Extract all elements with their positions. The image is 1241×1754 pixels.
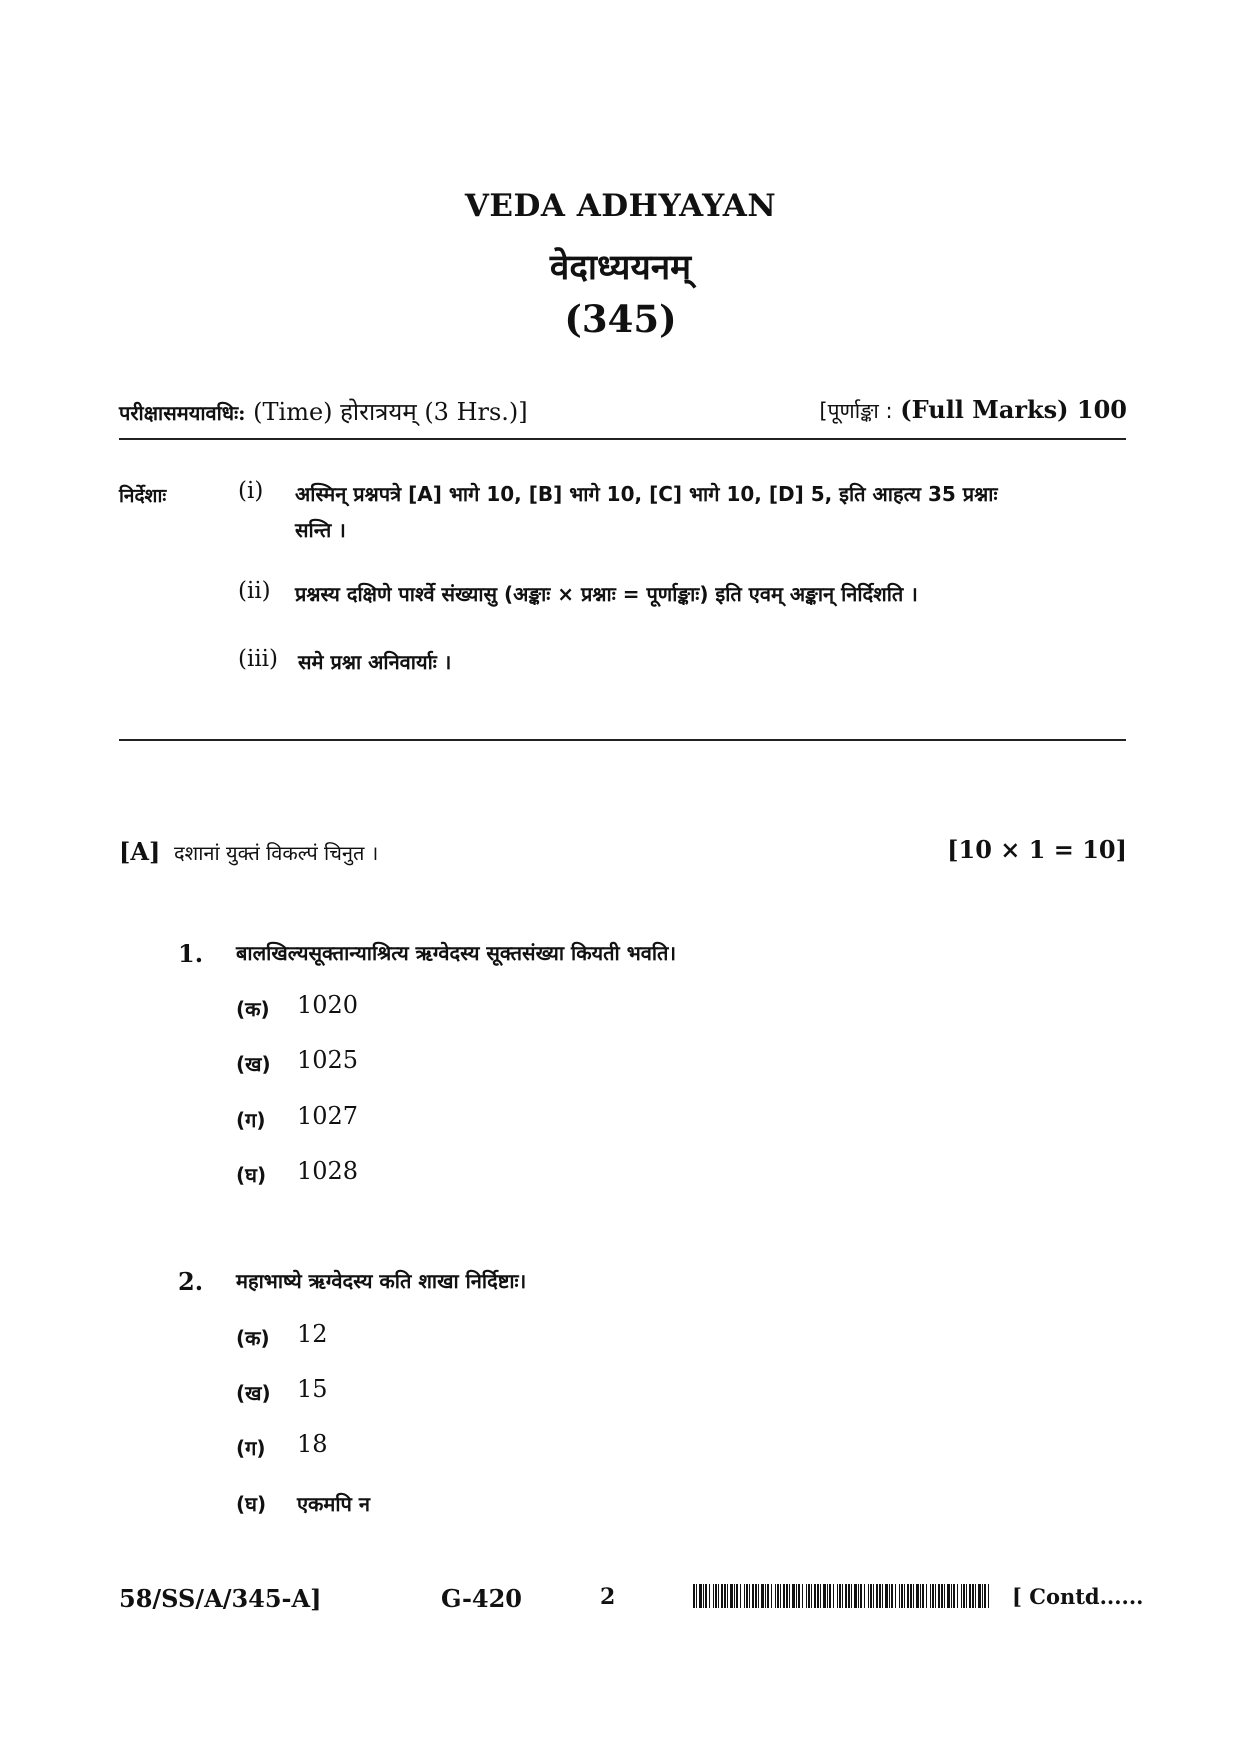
option-label: (ग) <box>236 1436 266 1460</box>
question-number: 1. <box>178 939 204 968</box>
question-number: 2. <box>178 1267 204 1296</box>
option-label: (ग) <box>236 1108 266 1132</box>
option-label: (घ) <box>236 1492 267 1516</box>
section-label: [A] <box>119 837 161 866</box>
section-instruction: दशानां युक्तं विकल्पं चिनुत । <box>173 841 379 865</box>
option-value: 12 <box>297 1320 328 1348</box>
barcode-image <box>693 1584 993 1608</box>
instruction-text <box>295 476 1135 548</box>
option-value: 1028 <box>297 1157 359 1185</box>
time-value: (Time) होरात्रयम् (3 Hrs.)] <box>253 398 528 426</box>
option-value: 1027 <box>297 1102 359 1130</box>
time-info: परीक्षासमयावधिः: (Time) होरात्रयम् (3 Hrs.)] <box>119 398 528 426</box>
option-label: (घ) <box>236 1163 267 1187</box>
page-title-sanskrit: वेदाध्ययनम् <box>549 248 692 288</box>
option-value: 15 <box>297 1375 328 1403</box>
instruction-number: (ii) <box>238 578 271 604</box>
page-title-english: VEDA ADHYAYAN <box>464 188 777 224</box>
option-label: (ख) <box>236 1381 271 1405</box>
time-label: परीक्षासमयावधिः <box>119 401 239 425</box>
instructions-label: निर्देशाः <box>119 485 167 507</box>
paper-code: 58/SS/A/345-A] <box>119 1584 322 1613</box>
option-value: 1025 <box>297 1046 359 1074</box>
section-heading <box>119 837 378 866</box>
option-value: एकमपि न <box>297 1492 370 1516</box>
instruction-text: प्रश्नस्य दक्षिणे पार्श्वे संख्यासु (अङ्काः × प्रश्नाः = पूर्णाङ्काः) इति एवम् अङ्कान् निर्दिशति । <box>295 582 918 606</box>
page-number: 2 <box>600 1584 616 1610</box>
section-marks: [10 × 1 = 10] <box>947 835 1127 864</box>
full-marks-info <box>819 395 1127 425</box>
series-code: G-420 <box>441 1584 522 1613</box>
option-label: (ख) <box>236 1052 271 1076</box>
instruction-text: समे प्रश्ना अनिवार्याः । <box>298 650 452 674</box>
option-value: 18 <box>297 1430 328 1458</box>
marks-prefix: [पूर्णाङ्का : <box>819 399 893 423</box>
option-value: 1020 <box>297 991 359 1019</box>
continued-note: [ Contd...... <box>1012 1584 1144 1609</box>
option-label: (क) <box>236 997 270 1021</box>
instruction-line: अस्मिन् प्रश्नपत्रे [A] भागे 10, [B] भागे 10, [C] भागे 10, [D] 5, इति आहत्य 35 प्रश्नाः <box>295 482 998 506</box>
marks-value: (Full Marks) 100 <box>900 395 1127 424</box>
question-text: बालखिल्यसूक्तान्याश्रित्य ऋग्वेदस्य सूक्तसंख्या कियती भवति। <box>236 941 677 965</box>
instruction-number: (iii) <box>238 646 279 672</box>
instruction-line: सन्ति । <box>295 518 346 542</box>
header-divider <box>119 438 1126 440</box>
instruction-number: (i) <box>238 478 264 504</box>
instructions-divider <box>119 739 1126 741</box>
option-label: (क) <box>236 1326 270 1350</box>
question-text: महाभाष्ये ऋग्वेदस्य कति शाखा निर्दिष्टाः। <box>236 1269 527 1293</box>
subject-code: (345) <box>564 297 677 341</box>
